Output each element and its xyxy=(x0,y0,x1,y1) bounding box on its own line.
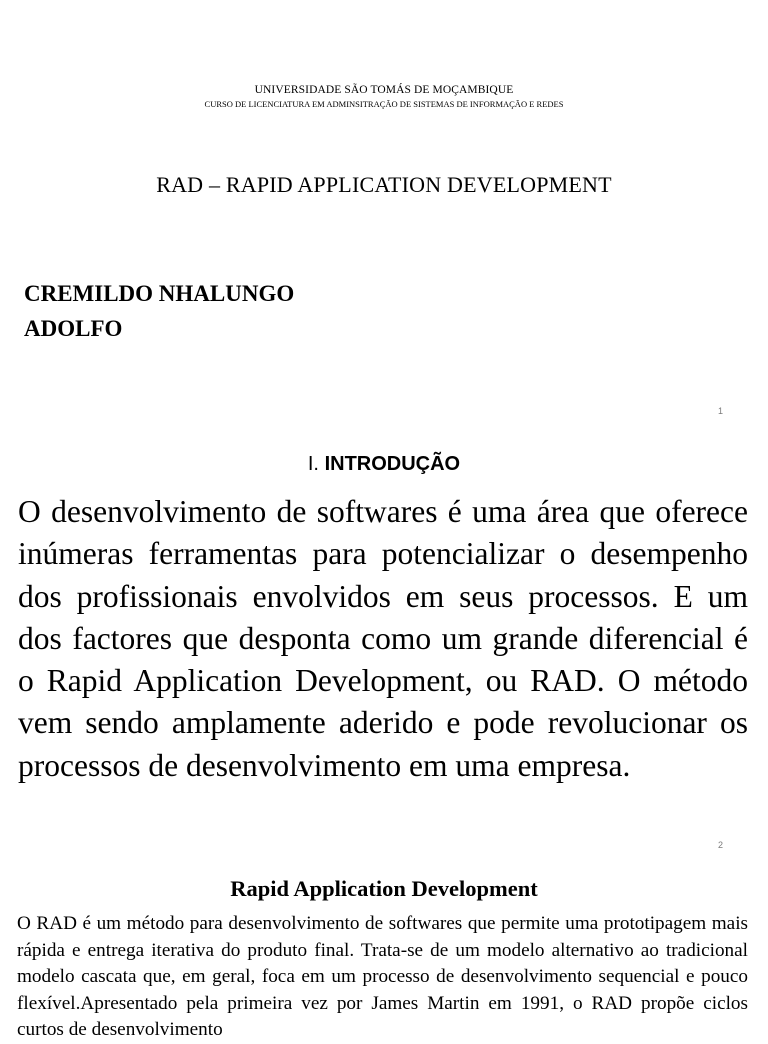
course-name: CURSO DE LICENCIATURA EM ADMINSITRAÇÃO DE SISTEMAS DE INFORMAÇÃO E REDES xyxy=(204,99,564,109)
page-number: 1 xyxy=(718,406,724,416)
section-heading xyxy=(0,453,768,476)
section-heading: Rapid Application Development xyxy=(230,876,538,901)
section-heading-text: INTRODUÇÃO xyxy=(324,453,461,475)
author-name: CREMILDO NHALUNGO xyxy=(24,281,295,306)
page-number: 2 xyxy=(718,840,724,850)
document-title: RAD – RAPID APPLICATION DEVELOPMENT xyxy=(156,172,612,197)
introduction-paragraph: O desenvolvimento de softwares é uma área que oferece inúmeras ferramentas para potencializar o desempenho dos profissionais envolvidos em seus processos. E um dos factores que desponta como um grande diferencial é o Rapid Application Development, ou RAD. O método vem sendo amplamente aderido e pode revolucionar os processos de desenvolvimento em uma empresa. xyxy=(18,494,748,783)
university-name: UNIVERSIDADE SÃO TOMÁS DE MOÇAMBIQUE xyxy=(254,84,514,96)
body-paragraph: O RAD é um método para desenvolvimento de softwares que permite uma prototipagem mais rápida e entrega iterativa do produto final. Trata-se de um modelo alternativo ao tradicional modelo cascata que, em geral, foca em um processo de desenvolvimento sequencial e pouco flexível.Apresentado pela primeira vez por James Martin em 1991, o RAD propõe ciclos curtos de desenvolvimento xyxy=(17,913,748,1041)
section-numeral: I. xyxy=(307,453,319,475)
author-name: ADOLFO xyxy=(24,316,123,341)
